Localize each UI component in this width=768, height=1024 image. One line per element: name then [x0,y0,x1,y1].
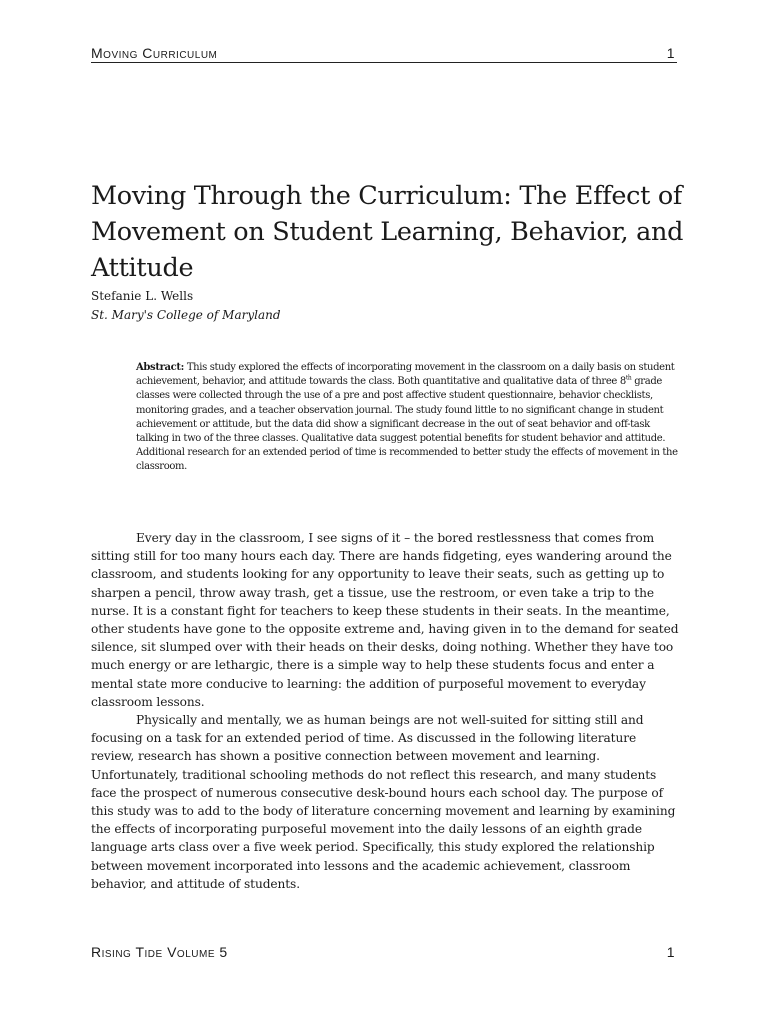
running-header [91,45,677,63]
running-footer-journal: Rising Tide Volume 5 [91,944,228,960]
abstract-label: Abstract: [136,362,184,373]
author-affiliation: St. Mary's College of Maryland [91,308,281,322]
body-paragraph-1: Every day in the classroom, I see signs of it – the bored restlessness that comes from sitting still for too many hours each day. There are hands fidgeting, eyes wandering around the classroom, and students looking for any opportunity to leave their seats, such as getting up to sharpen a pencil, throw away trash, get a tissue, use the restroom, or even take a trip to the nurse. It is a constant fight for teachers to keep these students in their seats. In the meantime, other students have gone to the opposite extreme and, having given in to the demand for seated silence, sit slumped over with their heads on their desks, doing nothing. Whether they have too much energy or are lethargic, there is a simple way to help these students focus and enter a mental state more conducive to learning: the addition of purposeful movement to everyday classroom lessons. [91,531,679,709]
running-header-page-number: 1 [666,45,675,61]
abstract-text-part1: This study explored the effects of incorporating movement in the classroom on a daily basis on student achievement, behavior, and attitude towards the class. Both quantitative and qualitative data of three 8 [136,362,675,388]
body-paragraph-2: Physically and mentally, we as human beings are not well-suited for sitting still and focusing on a task for an extended period of time. As discussed in the following literature review, research has shown a positive connection between movement and learning. Unfortunately, traditional schooling methods do not reflect this research, and many students face the prospect of numerous consecutive desk-bound hours each school day. The purpose of this study was to add to the body of literature concerning movement and learning by examining the effects of incorporating purposeful movement into the daily lessons of an eighth grade language arts class over a five week period. Specifically, this study explored the relationship between movement incorporated into lessons and the academic achievement, classroom behavior, and attitude of students. [91,713,676,891]
author-name: Stefanie L. Wells [91,289,194,303]
running-header-title: Moving Curriculum [91,45,218,61]
abstract [136,361,678,475]
running-footer [91,943,677,961]
article-title: Moving Through the Curriculum: The Effect of Movement on Student Learning, Behavior, and Attitude [91,181,684,283]
body-text [91,529,679,893]
running-footer-page-number: 1 [666,944,675,960]
abstract-superscript: th [625,374,632,382]
abstract-text-part2: grade classes were collected through the use of a pre and post affective student questionnaire, behavior checklists, monitoring grades, and a teacher observation journal. The study found little to no significant change in student achievement or attitude, but the data did show a significant decrease in the out of seat behavior and off-task talking in two of the three classes. Qualitative data suggest potential benefits for student behavior and attitude. Additional research for an extended period of time is recommended to better study the effects of movement in the classroom. [136,376,678,473]
